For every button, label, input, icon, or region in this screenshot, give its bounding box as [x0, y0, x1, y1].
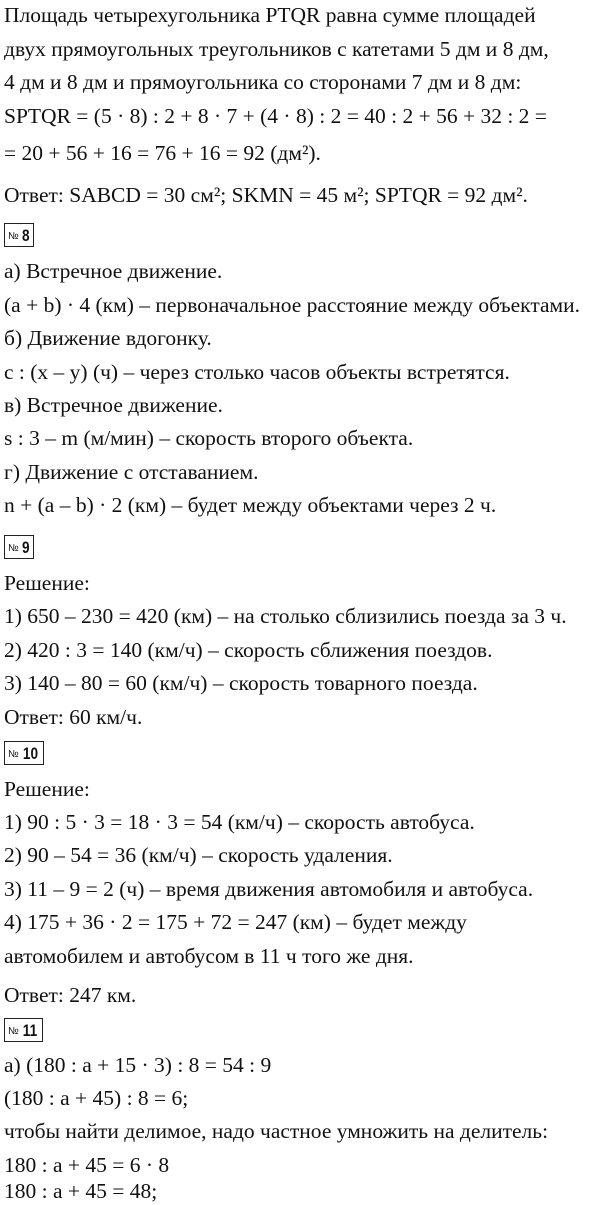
answer-line: Ответ: 60 км/ч. [4, 705, 143, 729]
text-line: автомобилем и автобусом в 11 ч того же дня. [4, 944, 414, 968]
text-line: двух прямоугольных треугольников с катетами 5 дм и 8 дм, [4, 37, 549, 61]
problem-number-badge [4, 1018, 43, 1042]
problem-number-badge [4, 741, 44, 765]
text-line: а) Встречное движение. [4, 259, 223, 283]
number-sign: № [8, 1026, 19, 1037]
text-line: 180 : a + 45 = 6 · 8 [4, 1153, 170, 1177]
text-line: 3) 140 – 80 = 60 (км/ч) – скорость товарного поезда. [4, 671, 478, 695]
text-line: 2) 90 – 54 = 36 (км/ч) – скорость удаления. [4, 843, 393, 867]
text-line: Решение: [4, 777, 90, 801]
problem-number: 9 [21, 537, 30, 557]
formula-line: = 20 + 56 + 16 = 76 + 16 = 92 (дм²). [4, 141, 321, 165]
text-line: Решение: [4, 571, 90, 595]
problem-number-badge [4, 535, 34, 559]
text-line: 1) 650 – 230 = 420 (км) – на столько сблизились поезда за 3 ч. [4, 604, 567, 628]
text-line: 1) 90 : 5 · 3 = 18 · 3 = 54 (км/ч) – скорость автобуса. [4, 810, 475, 834]
text-line: s : 3 – m (м/мин) – скорость второго объекта. [4, 426, 414, 450]
text-line: 180 : a + 45 = 48; [4, 1179, 158, 1203]
text-line: а) (180 : a + 15 · 3) : 8 = 54 : 9 [4, 1053, 272, 1077]
text-line: чтобы найти делимое, надо частное умножить на делитель: [4, 1119, 549, 1143]
problem-number: 11 [22, 1020, 37, 1040]
text-line: n + (a – b) · 2 (км) – будет между объектами через 2 ч. [4, 493, 497, 517]
answer-line: Ответ: 247 км. [4, 983, 137, 1007]
number-sign: № [8, 231, 19, 242]
text-line: (a + b) · 4 (км) – первоначальное расстояние между объектами. [4, 293, 581, 317]
text-line: (180 : a + 45) : 8 = 6; [4, 1086, 189, 1110]
text-line: 4 дм и 8 дм и прямоугольника со сторонами 7 дм и 8 дм: [4, 70, 522, 94]
answer-line: Ответ: SABCD = 30 см²; SKMN = 45 м²; SPTQR = 92 дм². [4, 183, 528, 207]
problem-number-badge [4, 223, 34, 247]
problem-number: 10 [22, 743, 38, 763]
problem-number: 8 [21, 225, 30, 245]
text-line: Площадь четырехугольника PTQR равна сумме площадей [4, 3, 536, 27]
formula-line: SPTQR = (5 · 8) : 2 + 8 · 7 + (4 · 8) : 2 = 40 : 2 + 56 + 32 : 2 = [4, 104, 547, 128]
text-line: 3) 11 – 9 = 2 (ч) – время движения автомобиля и автобуса. [4, 877, 534, 901]
text-line: б) Движение вдогонку. [4, 326, 212, 350]
number-sign: № [8, 543, 19, 554]
text-line: 2) 420 : 3 = 140 (км/ч) – скорость сближения поездов. [4, 638, 493, 662]
text-line: 4) 175 + 36 · 2 = 175 + 72 = 247 (км) – будет между [4, 910, 467, 934]
text-line: в) Встречное движение. [4, 393, 223, 417]
text-line: c : (x – y) (ч) – через столько часов объекты встретятся. [4, 360, 510, 384]
text-line: г) Движение с отставанием. [4, 460, 259, 484]
number-sign: № [8, 749, 19, 760]
